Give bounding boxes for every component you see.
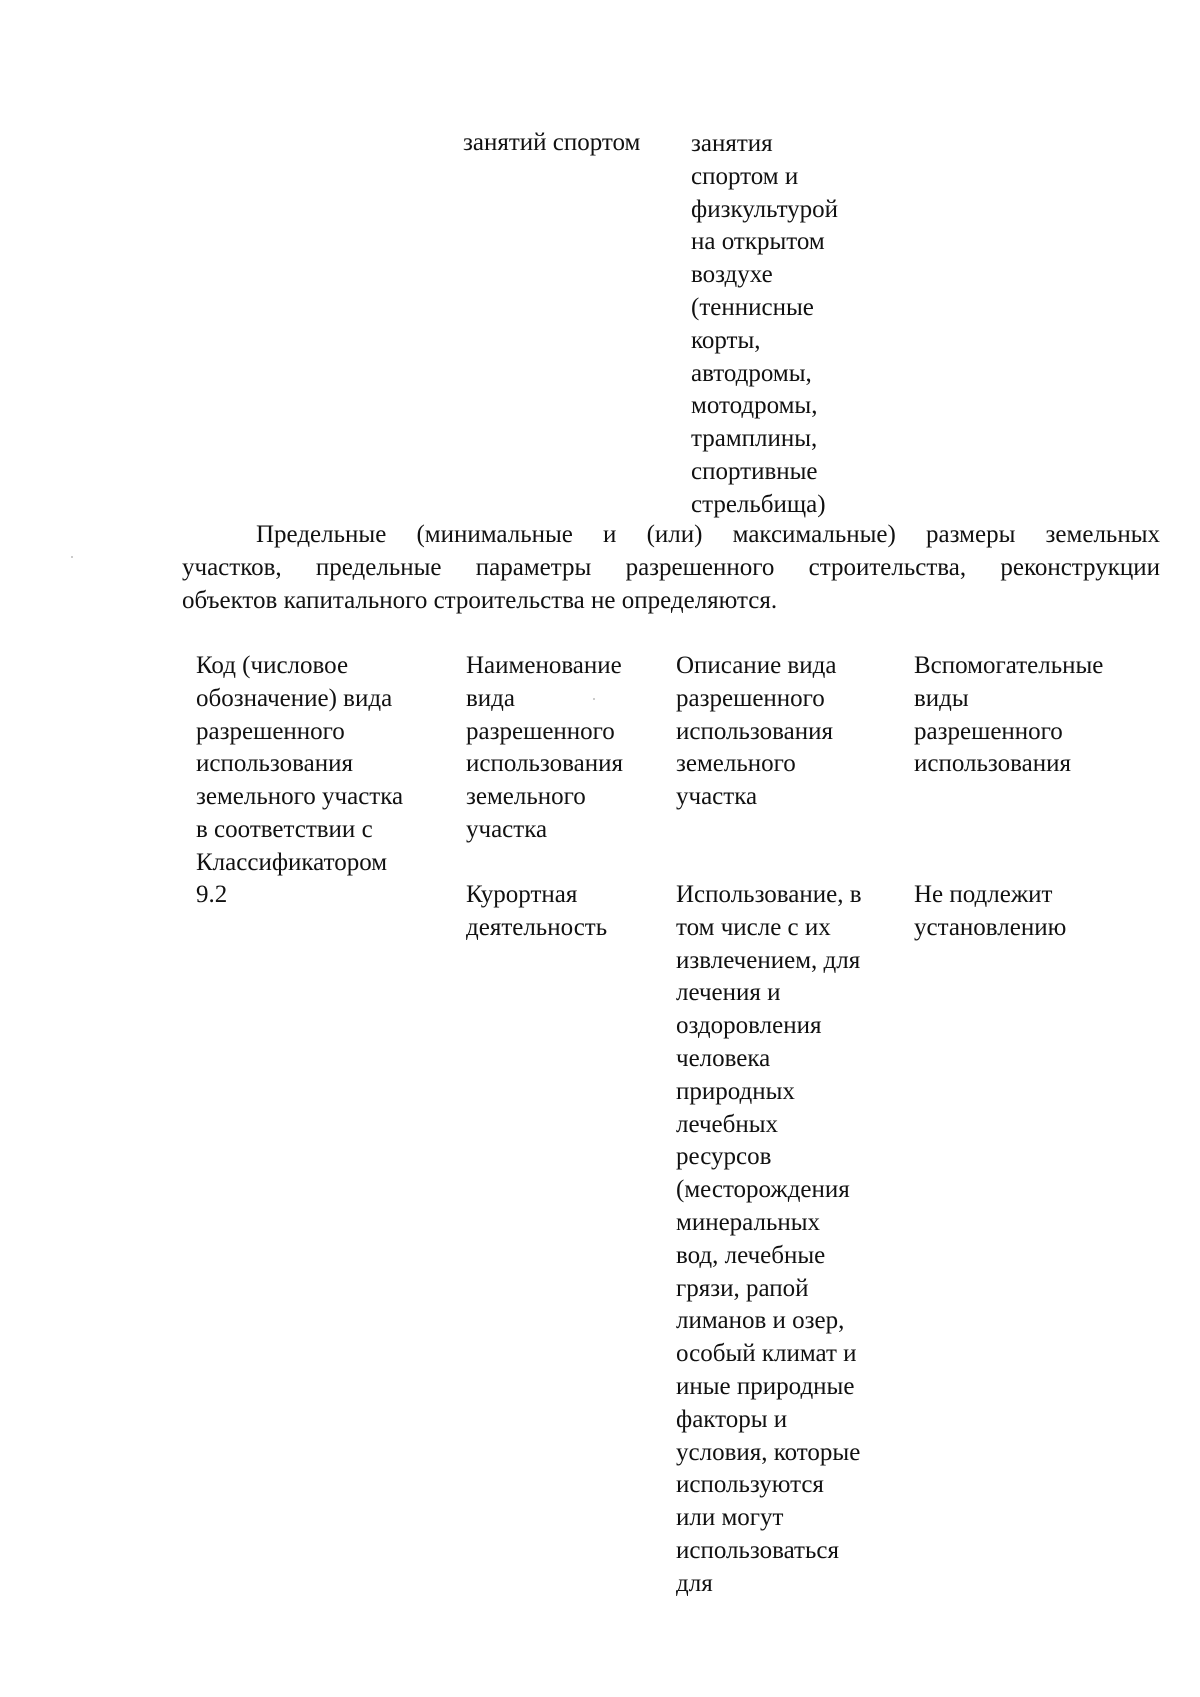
text-line: условия, которые bbox=[676, 1438, 861, 1466]
text-line: том числе с их bbox=[676, 913, 831, 941]
text-line: Классификатором bbox=[196, 848, 388, 876]
text-line: иные природные bbox=[676, 1372, 855, 1400]
text-line: лечения и bbox=[676, 979, 781, 1007]
text-line: (теннисные bbox=[691, 293, 814, 321]
text-line: вод, лечебные bbox=[676, 1241, 826, 1269]
text-line: человека bbox=[676, 1044, 771, 1072]
text-line: в соответствии с bbox=[196, 815, 373, 843]
text-line: спортивные bbox=[691, 457, 818, 485]
text-line: использования bbox=[914, 750, 1071, 778]
text-line: особый климат и bbox=[676, 1340, 857, 1368]
text-line: автодромы, bbox=[691, 359, 812, 387]
text-line: извлечением, для bbox=[676, 946, 861, 974]
text-line: природных bbox=[676, 1077, 795, 1105]
text-line: установлению bbox=[914, 913, 1067, 941]
text-line: обозначение) вида bbox=[196, 684, 393, 712]
text-line: использования bbox=[466, 750, 623, 778]
text-line: факторы и bbox=[676, 1405, 788, 1433]
text-line: ресурсов bbox=[676, 1143, 772, 1171]
text-line: вида bbox=[466, 684, 515, 712]
text-line: занятия bbox=[691, 130, 773, 157]
text-line: стрельбища) bbox=[691, 490, 826, 518]
text-line: разрешенного bbox=[676, 684, 825, 712]
text-line: спортом и bbox=[691, 162, 799, 190]
text-line: разрешенного bbox=[466, 717, 615, 745]
text-line: деятельность bbox=[466, 913, 608, 941]
text-line: (месторождения bbox=[676, 1176, 850, 1204]
text-line: земельного участка bbox=[196, 783, 404, 811]
scan-speck bbox=[593, 698, 595, 700]
text-line: участка bbox=[466, 815, 548, 843]
text-line: использования bbox=[196, 750, 353, 778]
fragment-right-cell bbox=[691, 128, 838, 522]
text-line: лечебных bbox=[676, 1110, 779, 1138]
text-line: использоваться bbox=[676, 1536, 839, 1564]
paragraph-line: участков, предельные параметры разрешенного строительства, реконструкции bbox=[182, 554, 1160, 581]
text-line: Не подлежит bbox=[914, 881, 1053, 908]
table-cell-description bbox=[676, 879, 862, 1601]
text-line: для bbox=[676, 1569, 713, 1597]
text-line: Наименование bbox=[466, 652, 622, 679]
table-header-auxiliary bbox=[914, 650, 1103, 781]
text-line: физкультурой bbox=[691, 195, 839, 223]
text-line: Описание вида bbox=[676, 652, 837, 679]
table-cell-code bbox=[196, 879, 227, 912]
text-line: минеральных bbox=[676, 1208, 821, 1236]
text-line: грязи, рапой bbox=[676, 1274, 809, 1302]
text-line: Использование, в bbox=[676, 881, 862, 908]
table-header-code bbox=[196, 650, 403, 880]
table-header-name bbox=[466, 650, 623, 847]
text-line: земельного bbox=[676, 750, 796, 778]
table-cell-name bbox=[466, 879, 607, 945]
text-line: Вспомогательные bbox=[914, 652, 1104, 679]
text-line: трамплины, bbox=[691, 425, 818, 453]
text-line: мотодромы, bbox=[691, 392, 818, 420]
text-line: земельного bbox=[466, 783, 586, 811]
text-line: воздухе bbox=[691, 261, 773, 289]
text-line: на открытом bbox=[691, 228, 825, 256]
text-line: участка bbox=[676, 783, 758, 811]
paragraph-line: Предельные (минимальные и (или) максимальные) размеры земельных bbox=[256, 521, 1160, 548]
text-line: Курортная bbox=[466, 881, 578, 908]
table-cell-auxiliary bbox=[914, 879, 1066, 945]
text-line: оздоровления bbox=[676, 1012, 822, 1040]
fragment-left-cell: занятий спортом bbox=[463, 129, 641, 156]
table-header-description bbox=[676, 650, 836, 814]
paragraph-line: объектов капитального строительства не определяются. bbox=[182, 587, 778, 614]
text-line: корты, bbox=[691, 326, 761, 354]
text-line: разрешенного bbox=[196, 717, 345, 745]
text-line: использования bbox=[676, 717, 833, 745]
text-line: используются bbox=[676, 1471, 824, 1499]
scan-speck bbox=[71, 556, 73, 558]
text-line: Код (числовое bbox=[196, 652, 349, 679]
text-line: разрешенного bbox=[914, 717, 1063, 745]
text-line: или могут bbox=[676, 1504, 784, 1532]
text-line: виды bbox=[914, 684, 969, 712]
text-line: лиманов и озер, bbox=[676, 1307, 845, 1335]
text-line: 9.2 bbox=[196, 881, 228, 908]
